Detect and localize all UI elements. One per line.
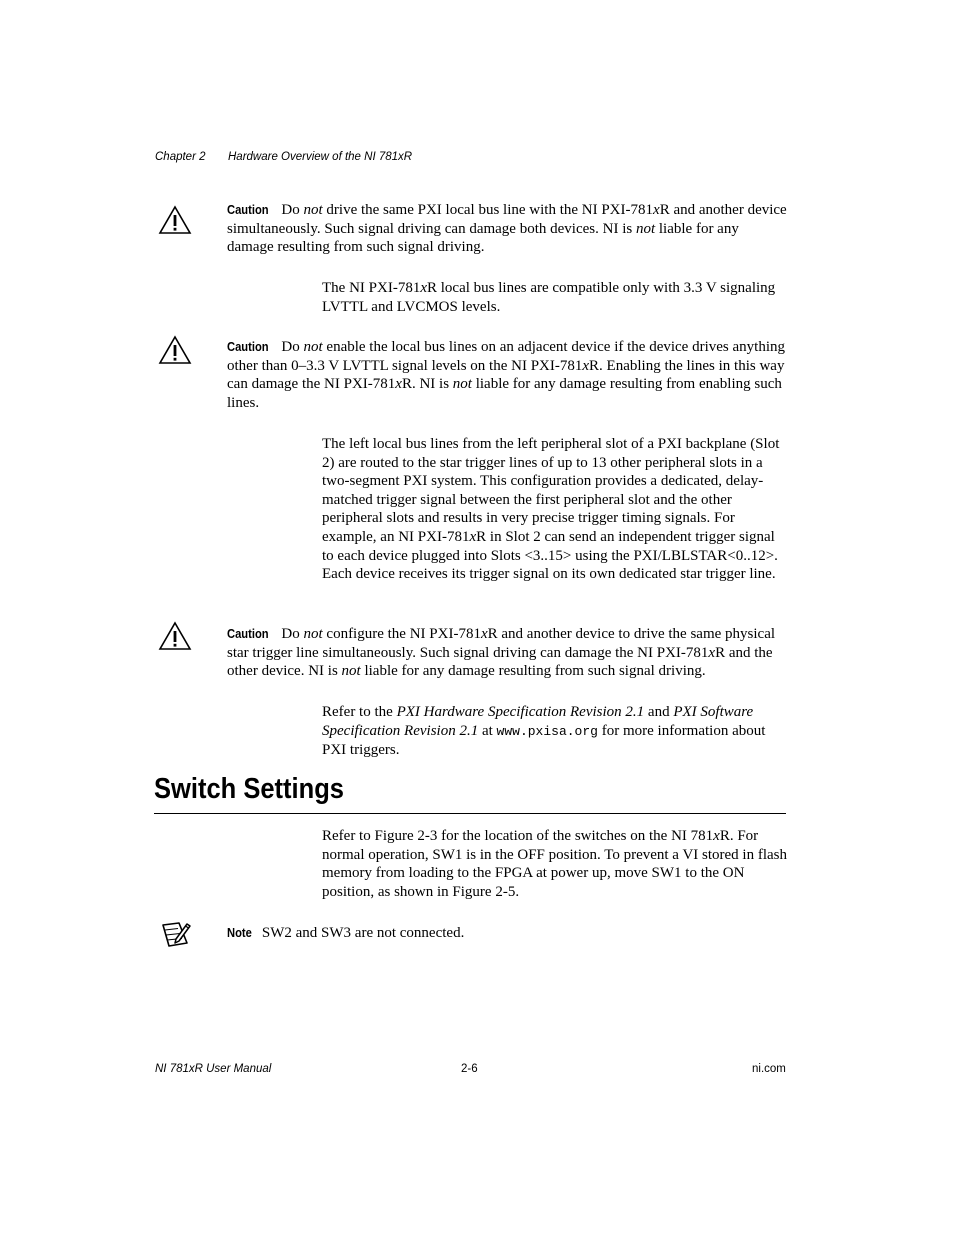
- footer-site[interactable]: ni.com: [752, 1063, 786, 1075]
- caution-triangle-icon: [158, 335, 192, 365]
- body-paragraph: The NI PXI-781xR local bus lines are compatible only with 3.3 V signaling LVTTL and LVCMOS levels.: [322, 280, 776, 315]
- note-pad-icon: [160, 919, 192, 949]
- caution-block: Caution Do not drive the same PXI local bus line with the NI PXI-781xR and another device simultaneously. Such signal driving can damage both devices. NI is not liable for any damage resulting from such signal driving.: [227, 202, 787, 256]
- caution-block: Caution Do not enable the local bus lines on an adjacent device if the device drives anything other than 0–3.3 V LVTTL signal levels on the NI PXI-781xR. Enabling the lines in this way can damage the NI PXI-781xR. NI is not liable for any damage resulting from enabling such lines.: [227, 339, 785, 411]
- running-header-title: Hardware Overview of the NI 781xR: [228, 151, 413, 163]
- note-block: [227, 924, 787, 943]
- body-paragraph: Refer to Figure 2-3 for the location of the switches on the NI 781xR. For normal operation, SW1 is in the OFF position. To prevent a VI stored in flash memory from loading to the FPGA at power up, move SW1 to the ON position, as shown in Figure 2-5.: [322, 828, 788, 900]
- caution-triangle-icon: [158, 205, 192, 235]
- caution-label: Caution: [227, 339, 269, 354]
- note-text: SW2 and SW3 are not connected.: [261, 925, 465, 941]
- footer-manual-title: NI 781xR User Manual: [155, 1063, 272, 1075]
- caution-block: Caution Do not configure the NI PXI-781xR and another device to drive the same physical star trigger line simultaneously. Such signal driving can damage the NI PXI-781xR and the other device. NI is not liable for any damage resulting from such signal driving.: [227, 626, 776, 680]
- caution-triangle-icon: [158, 621, 192, 651]
- pxisa-link[interactable]: www.pxisa.org: [496, 723, 598, 739]
- note-label: Note: [227, 925, 252, 940]
- heading-rule: [154, 813, 786, 814]
- caution-label: Caution: [227, 626, 269, 641]
- body-paragraph: Refer to the PXI Hardware Specification Revision 2.1 and PXI Software Specification Revision 2.1 at www.pxisa.org for more information about PXI triggers.: [322, 704, 766, 759]
- page-number: 2-6: [461, 1063, 478, 1075]
- section-heading: Switch Settings: [154, 773, 345, 805]
- body-paragraph: The left local bus lines from the left peripheral slot of a PXI backplane (Slot 2) are routed to the star trigger lines of up to 13 other peripheral slots in a two-segment PXI system. This configuration provides a dedicated, delay-matched trigger signal between the first peripheral slot and the other peripheral slots and results in very precise trigger timing signals. For example, an NI PXI-781xR in Slot 2 can send an independent trigger signal to each device plugged into Slots <3..15> using the PXI/LBLSTAR<0..12>. Each device receives its trigger signal on its own dedicated star trigger line.: [322, 436, 780, 583]
- caution-label: Caution: [227, 202, 269, 217]
- running-header-chapter: Chapter 2: [155, 151, 206, 163]
